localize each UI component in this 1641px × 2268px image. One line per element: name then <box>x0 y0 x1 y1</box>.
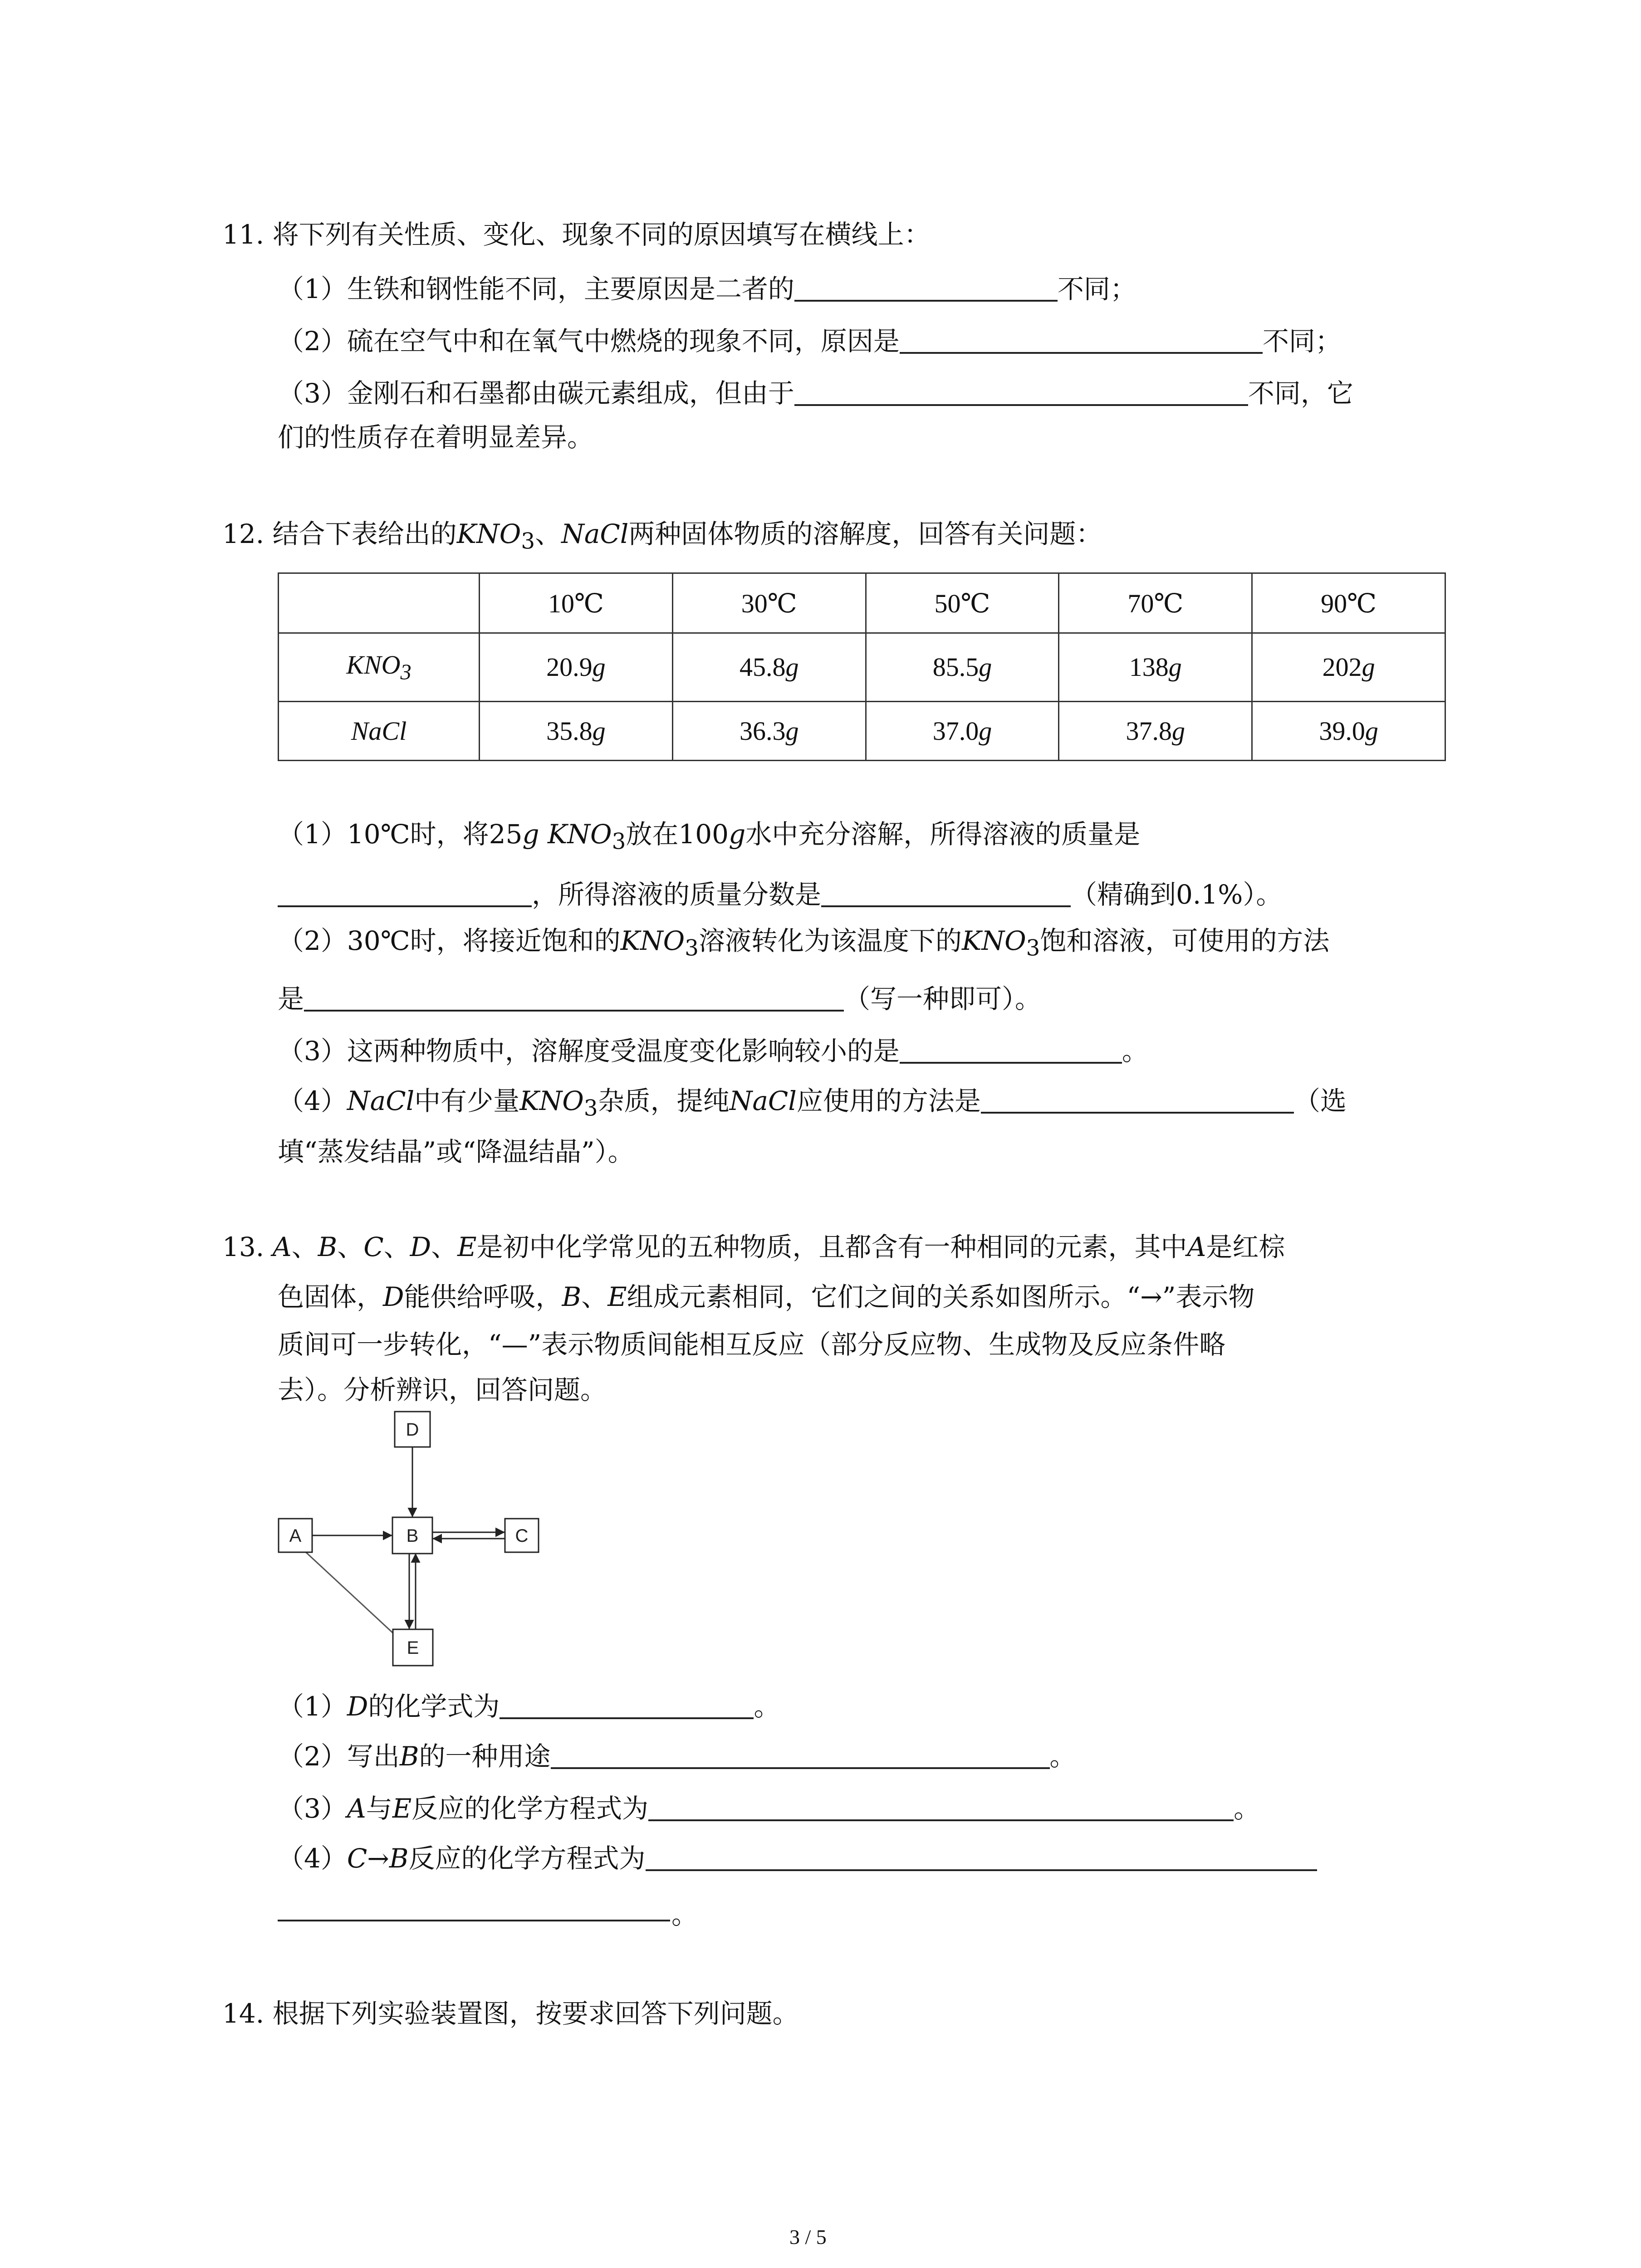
q12-blank5[interactable] <box>981 1086 1294 1114</box>
q11-stem: 11. 将下列有关性质、变化、现象不同的原因填写在横线上： <box>222 219 931 250</box>
q13-sub2: （2）写出B的一种用途 。 <box>278 1741 1076 1772</box>
q12-blank1[interactable] <box>278 880 532 907</box>
node-b-label: B <box>406 1526 419 1546</box>
table-header-cell: 10℃ <box>480 573 673 633</box>
table-header-cell: 50℃ <box>866 573 1059 633</box>
solubility-table <box>278 572 1446 761</box>
table-cell: 138g <box>1059 633 1252 701</box>
table-cell: 85.5g <box>866 633 1059 701</box>
table-cell: 39.0g <box>1252 701 1445 760</box>
table-header-cell: 30℃ <box>672 573 866 633</box>
q11-part1: （1）生铁和钢性能不同，主要原因是二者的 不同； <box>278 274 1136 304</box>
q13-line4: 去）。分析辨识，回答问题。 <box>278 1374 607 1405</box>
table-row <box>279 633 1445 701</box>
table-row-label: NaCl <box>279 701 480 760</box>
q11-blank1[interactable] <box>794 274 1058 302</box>
q12-sub1-line1: （1）10℃时，将25g $KNO_3$放在100g水中充分溶解，所得溶液的质量是 <box>278 819 1141 855</box>
node-d-label: D <box>406 1420 419 1440</box>
q12-sub2-line1: （2）30℃时，将接近饱和的$KNO_3$溶液转化为该温度下的$KNO_3$饱和溶液，可使用的方法 <box>278 925 1330 961</box>
q13-sub4: （4）C→B反应的化学方程式为 <box>278 1844 1317 1872</box>
q11-part3-cont: 们的性质存在着明显差异。 <box>278 422 594 453</box>
page-number: 3 / 5 <box>789 2225 827 2248</box>
table-cell: 45.8g <box>672 633 866 701</box>
q12-sub2-line2: 是 （写一种即可）。 <box>278 983 1042 1014</box>
relationship-diagram <box>272 1402 581 1683</box>
table-cell: 202g <box>1252 633 1445 701</box>
table-cell: 36.3g <box>672 701 866 760</box>
q13-blank4-cont[interactable] <box>278 1920 670 1921</box>
q12-sub3: （3）这两种物质中，溶解度受温度变化影响较小的是 。 <box>278 1036 1148 1066</box>
q13-blank4[interactable] <box>646 1844 1317 1871</box>
q13-sub3: （3）A与E反应的化学方程式为 。 <box>278 1793 1260 1824</box>
q11-blank3[interactable] <box>794 379 1248 406</box>
q12-blank4[interactable] <box>900 1036 1122 1064</box>
table-header-row <box>279 573 1445 633</box>
q11-blank2[interactable] <box>900 327 1263 354</box>
table-header-cell <box>279 573 480 633</box>
table-cell: 37.0g <box>866 701 1059 760</box>
q14-stem: 14. 根据下列实验装置图，按要求回答下列问题。 <box>222 1998 799 2029</box>
q12-stem: 12. 结合下表给出的$KNO_3$、NaCl两种固体物质的溶解度，回答有关问题： <box>222 518 1102 554</box>
node-a-label: A <box>289 1526 302 1546</box>
table-row-label: $KNO_3$ <box>279 633 480 701</box>
q13-line2: 色固体，D能供给呼吸，B、E组成元素相同，它们之间的关系如图所示。“→”表示物 <box>278 1281 1255 1312</box>
table-header-cell: 90℃ <box>1252 573 1445 633</box>
q12-sub4-line2: 填“蒸发结晶”或“降温结晶”）。 <box>278 1136 634 1167</box>
q12-sub4-line1: （4）NaCl中有少量$KNO_3$杂质，提纯NaCl应使用的方法是 （选 <box>278 1085 1347 1121</box>
q12-blank2[interactable] <box>821 880 1071 907</box>
table-cell: 20.9g <box>480 633 673 701</box>
q13-line1: 13. A、B、C、D、E是初中化学常见的五种物质，且都含有一种相同的元素，其中A是红棕 <box>222 1232 1285 1262</box>
line-a-e <box>305 1551 393 1633</box>
table-cell: 35.8g <box>480 701 673 760</box>
q11-part2: （2）硫在空气中和在氧气中燃烧的现象不同，原因是 不同； <box>278 326 1342 357</box>
table-row <box>279 701 1445 760</box>
node-c-label: C <box>515 1526 529 1546</box>
q12-blank3[interactable] <box>304 984 844 1012</box>
q13-sub1: （1）D的化学式为 。 <box>278 1691 780 1722</box>
q11-part3: （3）金刚石和石墨都由碳元素组成，但由于 不同，它 <box>278 378 1353 409</box>
q13-blank3[interactable] <box>648 1794 1234 1821</box>
q13-blank2[interactable] <box>551 1742 1050 1769</box>
q13-sub4-end: 。 <box>671 1899 698 1930</box>
table-cell: 37.8g <box>1059 701 1252 760</box>
node-e-label: E <box>407 1638 419 1658</box>
q13-line3: 质间可一步转化，“—”表示物质间能相互反应（部分反应物、生成物及反应条件略 <box>278 1329 1226 1360</box>
q12-sub1-line2: ，所得溶液的质量分数是 （精确到0.1%）。 <box>278 880 1282 908</box>
q13-blank1[interactable] <box>500 1692 754 1719</box>
table-header-cell: 70℃ <box>1059 573 1252 633</box>
